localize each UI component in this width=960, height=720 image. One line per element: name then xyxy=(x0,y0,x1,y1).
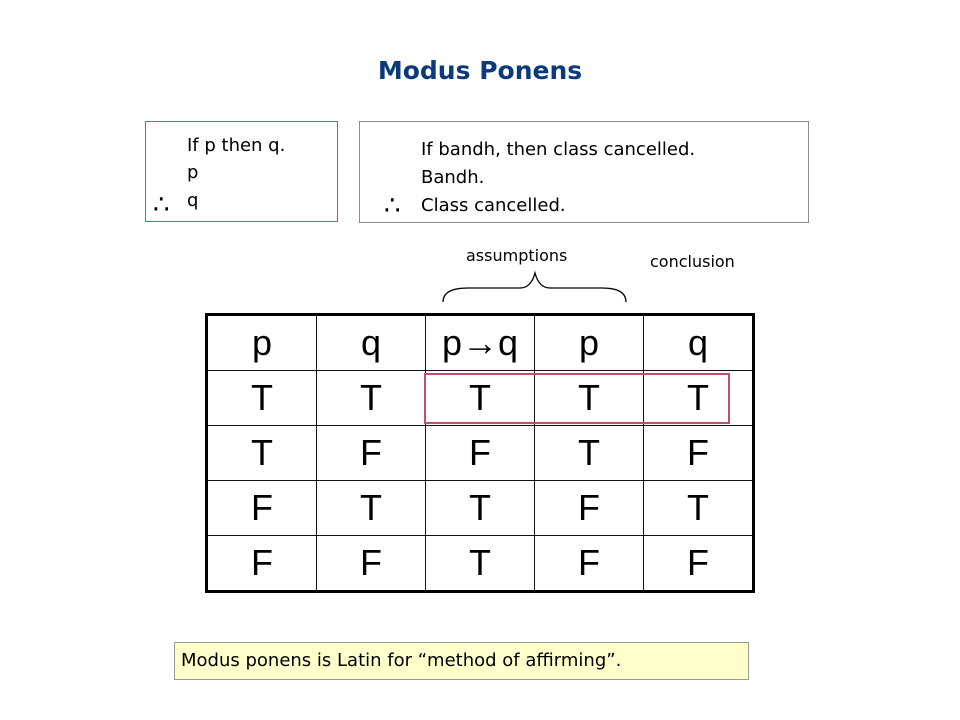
abstract-argument-box xyxy=(145,121,338,222)
table-cell: F xyxy=(535,536,644,592)
premise-2: p xyxy=(187,162,199,183)
table-cell: T xyxy=(644,481,754,536)
truth-table xyxy=(205,313,755,593)
header-cell: q xyxy=(317,315,426,371)
latin-note: Modus ponens is Latin for “method of affirming”. xyxy=(174,642,749,680)
conclusion-line: q xyxy=(187,190,199,211)
table-cell: T xyxy=(207,426,317,481)
table-row xyxy=(207,536,754,592)
example-conclusion: Class cancelled. xyxy=(421,195,566,216)
table-cell: F xyxy=(426,426,535,481)
page-title: Modus Ponens xyxy=(377,56,583,85)
table-cell: F xyxy=(207,536,317,592)
table-cell: T xyxy=(426,536,535,592)
table-cell: F xyxy=(317,426,426,481)
table-cell: T xyxy=(426,481,535,536)
assumptions-brace xyxy=(438,268,632,308)
table-cell: T xyxy=(644,371,754,426)
table-cell: F xyxy=(644,536,754,592)
therefore-icon: ∴ xyxy=(153,190,170,220)
table-cell: T xyxy=(426,371,535,426)
premise-1: If p then q. xyxy=(187,135,286,156)
table-cell: T xyxy=(207,371,317,426)
table-cell: F xyxy=(644,426,754,481)
conclusion-label: conclusion xyxy=(650,252,735,271)
therefore-icon: ∴ xyxy=(384,191,401,221)
table-cell: T xyxy=(535,426,644,481)
table-header-row xyxy=(207,315,754,371)
header-cell: p xyxy=(207,315,317,371)
table-cell: T xyxy=(535,371,644,426)
example-argument-box xyxy=(359,121,809,223)
example-premise-1: If bandh, then class cancelled. xyxy=(421,139,696,160)
valid-row-highlight xyxy=(424,373,730,424)
table-cell: F xyxy=(317,536,426,592)
table-cell: T xyxy=(317,371,426,426)
table-row xyxy=(207,481,754,536)
header-cell: q xyxy=(644,315,754,371)
table-cell: F xyxy=(207,481,317,536)
header-cell: p→q xyxy=(426,315,535,371)
header-cell: p xyxy=(535,315,644,371)
assumptions-label: assumptions xyxy=(466,246,568,265)
table-row xyxy=(207,426,754,481)
table-cell: T xyxy=(317,481,426,536)
table-cell: F xyxy=(535,481,644,536)
example-premise-2: Bandh. xyxy=(421,167,485,188)
